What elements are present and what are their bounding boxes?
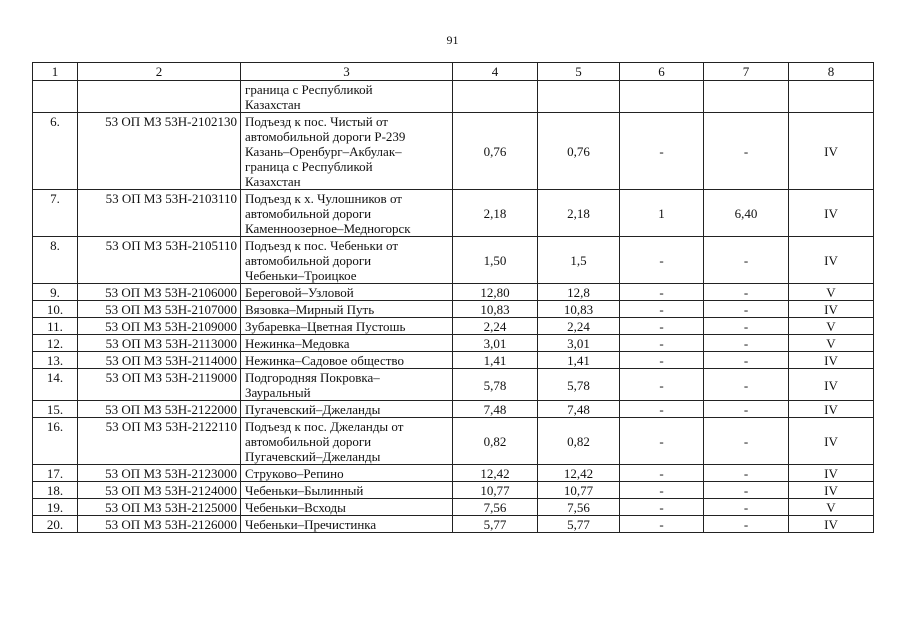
name-line: граница с Республикой — [245, 159, 373, 174]
cell-total: 0,76 — [453, 113, 538, 190]
cell-number: 11. — [33, 318, 78, 335]
cell-bridges-length — [704, 81, 789, 113]
cell-asphalt: 7,56 — [538, 499, 620, 516]
name-line: Чебеньки–Былинный — [245, 483, 364, 498]
cell-bridges-count: - — [620, 113, 704, 190]
name-line: Чебеньки–Троицкое — [245, 268, 357, 283]
cell-code: 53 ОП МЗ 53Н-2123000 — [78, 465, 241, 482]
table-row — [33, 401, 874, 418]
cell-asphalt: 12,42 — [538, 465, 620, 482]
cell-number: 19. — [33, 499, 78, 516]
roads-table — [32, 62, 874, 533]
cell-asphalt: 7,48 — [538, 401, 620, 418]
cell-total: 0,82 — [453, 418, 538, 465]
table-row — [33, 284, 874, 301]
cell-code: 53 ОП МЗ 53Н-2103110 — [78, 190, 241, 237]
cell-category: IV — [789, 482, 874, 499]
table-row — [33, 499, 874, 516]
cell-category: IV — [789, 465, 874, 482]
name-line: Подъезд к пос. Чебеньки от — [245, 238, 399, 253]
cell-number: 16. — [33, 418, 78, 465]
cell-code: 53 ОП МЗ 53Н-2119000 — [78, 369, 241, 401]
cell-asphalt: 5,78 — [538, 369, 620, 401]
cell-name — [241, 499, 453, 516]
header-cell: 2 — [78, 63, 241, 81]
cell-code: 53 ОП МЗ 53Н-2113000 — [78, 335, 241, 352]
name-line: Подъезд к х. Чулошников от — [245, 191, 402, 206]
cell-bridges-count: - — [620, 516, 704, 533]
cell-bridges-length: - — [704, 237, 789, 284]
name-line: Нежинка–Садовое общество — [245, 353, 404, 368]
cell-bridges-length: - — [704, 482, 789, 499]
cell-category: IV — [789, 301, 874, 318]
name-line: Зауральный — [245, 385, 311, 400]
cell-bridges-length: - — [704, 465, 789, 482]
cell-total: 10,83 — [453, 301, 538, 318]
cell-code: 53 ОП МЗ 53Н-2109000 — [78, 318, 241, 335]
cell-total: 7,56 — [453, 499, 538, 516]
cell-total: 3,01 — [453, 335, 538, 352]
cell-bridges-length: - — [704, 113, 789, 190]
cell-name — [241, 113, 453, 190]
cell-total: 5,77 — [453, 516, 538, 533]
cell-name — [241, 190, 453, 237]
name-line: граница с Республикой — [245, 82, 373, 97]
header-row — [33, 63, 874, 81]
name-line: Береговой–Узловой — [245, 285, 354, 300]
cell-total: 1,50 — [453, 237, 538, 284]
cell-bridges-count: - — [620, 401, 704, 418]
header-cell: 1 — [33, 63, 78, 81]
cell-asphalt: 10,83 — [538, 301, 620, 318]
cell-total: 2,18 — [453, 190, 538, 237]
table-row — [33, 237, 874, 284]
name-line: Чебеньки–Всходы — [245, 500, 346, 515]
cell-total: 10,77 — [453, 482, 538, 499]
cell-code: 53 ОП МЗ 53Н-2114000 — [78, 352, 241, 369]
cell-bridges-count: - — [620, 352, 704, 369]
name-line: Зубаревка–Цветная Пустошь — [245, 319, 406, 334]
cell-category: IV — [789, 516, 874, 533]
cell-category — [789, 81, 874, 113]
name-line: Чебеньки–Пречистинка — [245, 517, 377, 532]
cell-total: 1,41 — [453, 352, 538, 369]
cell-bridges-length: - — [704, 335, 789, 352]
header-cell: 6 — [620, 63, 704, 81]
cell-bridges-count: - — [620, 465, 704, 482]
cell-number: 9. — [33, 284, 78, 301]
header-cell: 7 — [704, 63, 789, 81]
cell-asphalt: 1,41 — [538, 352, 620, 369]
cell-category: V — [789, 499, 874, 516]
page-number: 91 — [446, 33, 459, 47]
cell-number: 17. — [33, 465, 78, 482]
cell-number: 20. — [33, 516, 78, 533]
cell-name — [241, 237, 453, 284]
cell-bridges-count: - — [620, 418, 704, 465]
cell-asphalt: 12,8 — [538, 284, 620, 301]
cell-asphalt: 5,77 — [538, 516, 620, 533]
cell-name — [241, 401, 453, 418]
cell-bridges-count: - — [620, 482, 704, 499]
cell-category: IV — [789, 401, 874, 418]
table-row — [33, 482, 874, 499]
name-line: автомобильной дороги — [245, 253, 372, 268]
table-row — [33, 301, 874, 318]
cell-number — [33, 81, 78, 113]
name-line: автомобильной дороги — [245, 434, 372, 449]
name-line: Нежинка–Медовка — [245, 336, 350, 351]
name-line: Струково–Репино — [245, 466, 344, 481]
name-line: Подъезд к пос. Джеланды от — [245, 419, 404, 434]
table-row — [33, 190, 874, 237]
cell-code: 53 ОП МЗ 53Н-2105110 — [78, 237, 241, 284]
name-line: Пугачевский–Джеланды — [245, 449, 381, 464]
name-line: Подгородняя Покровка– — [245, 370, 380, 385]
cell-code: 53 ОП МЗ 53Н-2124000 — [78, 482, 241, 499]
cell-number: 12. — [33, 335, 78, 352]
cell-name — [241, 482, 453, 499]
name-line: Каменноозерное–Медногорск — [245, 221, 411, 236]
cell-number: 6. — [33, 113, 78, 190]
cell-bridges-count: - — [620, 237, 704, 284]
cell-number: 10. — [33, 301, 78, 318]
cell-total: 2,24 — [453, 318, 538, 335]
name-line: Вязовка–Мирный Путь — [245, 302, 375, 317]
name-line: Подъезд к пос. Чистый от — [245, 114, 388, 129]
cell-code: 53 ОП МЗ 53Н-2106000 — [78, 284, 241, 301]
cell-bridges-count: - — [620, 335, 704, 352]
table-row — [33, 113, 874, 190]
cell-number: 13. — [33, 352, 78, 369]
cell-category: IV — [789, 190, 874, 237]
cell-code: 53 ОП МЗ 53Н-2122110 — [78, 418, 241, 465]
cell-number: 18. — [33, 482, 78, 499]
cell-name — [241, 81, 453, 113]
table-row — [33, 516, 874, 533]
cell-category: IV — [789, 352, 874, 369]
table-row — [33, 318, 874, 335]
table-row — [33, 369, 874, 401]
cell-total — [453, 81, 538, 113]
cell-bridges-count: - — [620, 301, 704, 318]
header-cell: 5 — [538, 63, 620, 81]
continuation-row — [33, 81, 874, 113]
cell-asphalt: 2,24 — [538, 318, 620, 335]
name-line: Казахстан — [245, 174, 301, 189]
name-line: автомобильной дороги — [245, 206, 372, 221]
cell-name — [241, 369, 453, 401]
cell-name — [241, 284, 453, 301]
header-cell: 8 — [789, 63, 874, 81]
cell-bridges-length: - — [704, 516, 789, 533]
cell-total: 5,78 — [453, 369, 538, 401]
cell-name — [241, 418, 453, 465]
cell-bridges-count — [620, 81, 704, 113]
cell-total: 7,48 — [453, 401, 538, 418]
table-row — [33, 418, 874, 465]
name-line: автомобильной дороги Р-239 — [245, 129, 406, 144]
cell-category: V — [789, 284, 874, 301]
cell-asphalt: 10,77 — [538, 482, 620, 499]
table-row — [33, 352, 874, 369]
cell-total: 12,42 — [453, 465, 538, 482]
cell-number: 15. — [33, 401, 78, 418]
header-cell: 3 — [241, 63, 453, 81]
cell-code: 53 ОП МЗ 53Н-2107000 — [78, 301, 241, 318]
cell-name — [241, 465, 453, 482]
cell-category: V — [789, 318, 874, 335]
header-cell: 4 — [453, 63, 538, 81]
cell-code: 53 ОП МЗ 53Н-2102130 — [78, 113, 241, 190]
cell-code — [78, 81, 241, 113]
cell-bridges-count: 1 — [620, 190, 704, 237]
cell-category: IV — [789, 369, 874, 401]
name-line: Казань–Оренбург–Акбулак– — [245, 144, 402, 159]
cell-number: 8. — [33, 237, 78, 284]
cell-name — [241, 352, 453, 369]
name-line: Казахстан — [245, 97, 301, 112]
cell-code: 53 ОП МЗ 53Н-2122000 — [78, 401, 241, 418]
cell-bridges-count: - — [620, 369, 704, 401]
cell-category: IV — [789, 237, 874, 284]
cell-bridges-length: - — [704, 418, 789, 465]
cell-asphalt: 3,01 — [538, 335, 620, 352]
cell-name — [241, 516, 453, 533]
cell-bridges-length: - — [704, 284, 789, 301]
table-body — [33, 63, 874, 533]
cell-name — [241, 301, 453, 318]
cell-asphalt — [538, 81, 620, 113]
cell-bridges-length: 6,40 — [704, 190, 789, 237]
table-row — [33, 465, 874, 482]
cell-category: IV — [789, 418, 874, 465]
cell-number: 7. — [33, 190, 78, 237]
cell-name — [241, 335, 453, 352]
cell-code: 53 ОП МЗ 53Н-2126000 — [78, 516, 241, 533]
name-line: Пугачевский–Джеланды — [245, 402, 381, 417]
cell-category: V — [789, 335, 874, 352]
cell-code: 53 ОП МЗ 53Н-2125000 — [78, 499, 241, 516]
cell-asphalt: 2,18 — [538, 190, 620, 237]
cell-bridges-length: - — [704, 301, 789, 318]
cell-asphalt: 0,82 — [538, 418, 620, 465]
cell-bridges-count: - — [620, 499, 704, 516]
cell-bridges-length: - — [704, 401, 789, 418]
cell-name — [241, 318, 453, 335]
cell-category: IV — [789, 113, 874, 190]
cell-bridges-length: - — [704, 369, 789, 401]
cell-bridges-length: - — [704, 352, 789, 369]
cell-asphalt: 0,76 — [538, 113, 620, 190]
cell-bridges-count: - — [620, 284, 704, 301]
table-row — [33, 335, 874, 352]
cell-total: 12,80 — [453, 284, 538, 301]
cell-bridges-length: - — [704, 499, 789, 516]
cell-number: 14. — [33, 369, 78, 401]
cell-bridges-count: - — [620, 318, 704, 335]
cell-asphalt: 1,5 — [538, 237, 620, 284]
cell-bridges-length: - — [704, 318, 789, 335]
